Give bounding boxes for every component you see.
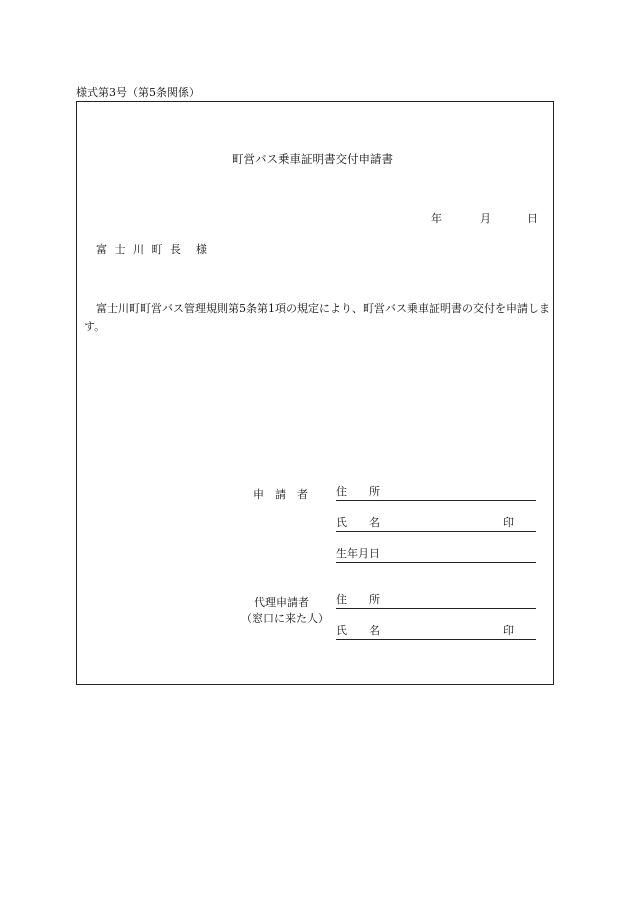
- applicant-address-field[interactable]: [336, 485, 536, 501]
- date-month-label: 月: [480, 212, 491, 225]
- applicant-name-field[interactable]: [336, 516, 536, 532]
- agent-name-label: 氏 名: [336, 624, 380, 637]
- agent-seal-mark: 印: [503, 624, 514, 637]
- applicant-name-label: 氏 名: [336, 516, 380, 529]
- form-number-label: 様式第3号（第5条関係）: [76, 86, 200, 99]
- agent-address-label: 住 所: [336, 593, 380, 606]
- applicant-birthdate-field[interactable]: [336, 547, 536, 563]
- applicant-birthdate-label: 生年月日: [336, 547, 380, 560]
- applicant-role-label: 申 請 者: [253, 488, 308, 501]
- application-statement: 富士川町町営バス管理規則第5条第1項の規定により、町営バス乗車証明書の交付を申請します。: [84, 302, 550, 333]
- applicant-seal-mark: 印: [503, 516, 514, 529]
- agent-address-field[interactable]: [336, 593, 536, 609]
- agent-role-note: （窓口に来た人）: [241, 612, 329, 625]
- addressee: 富 士 川 町 長 様: [96, 243, 209, 256]
- date-day-label: 日: [527, 212, 538, 225]
- applicant-address-label: 住 所: [336, 485, 380, 498]
- agent-name-field[interactable]: [336, 624, 536, 640]
- agent-role-label: 代理申請者: [254, 596, 309, 609]
- date-year-label: 年: [431, 212, 442, 225]
- document-title: 町営バス乗車証明書交付申請書: [232, 152, 393, 166]
